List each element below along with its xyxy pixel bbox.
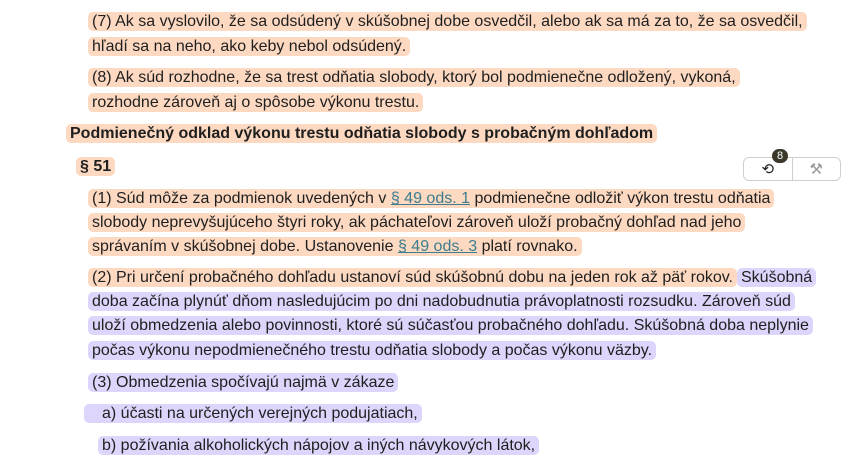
para-3: (3) Obmedzenia spočívajú najmä v zákaze	[88, 372, 398, 394]
list-item-a: a) účasti na určených verejných podujatiach,	[84, 403, 422, 425]
section-heading: Podmienečný odklad výkonu trestu odňatia slobody s probačným dohľadom	[66, 123, 657, 145]
para-1-line: slobody neprevyšujúceho štyri roky, ak páchateľovi zároveň uloží probačný dohľad nad jeho	[88, 212, 745, 234]
link-49-3[interactable]: § 49 ods. 3	[397, 238, 478, 255]
para-8-line: (8) Ak súd rozhodne, že sa trest odňatia slobody, ktorý bol podmienečne odložený, vykoná,	[88, 67, 740, 89]
list-item-b: b) požívania alkoholických nápojov a iných návykových látok,	[98, 435, 539, 457]
para-2-line: počas výkonu nepodmienečného trestu odňatia slobody a počas výkonu väzby.	[88, 340, 656, 362]
gavel-icon: ⚒	[809, 161, 823, 178]
para-2-line: (2) Pri určení probačného dohľadu ustanoví súd skúšobnú dobu na jeden rok až päť rokov. Skúšobná	[88, 267, 816, 289]
history-count-badge: 8	[772, 149, 788, 163]
para-7-line: hľadí sa na neho, ako keby nebol odsúdený.	[88, 36, 410, 58]
link-49-1[interactable]: § 49 ods. 1	[390, 190, 470, 207]
section-toolbar	[743, 157, 841, 181]
history-icon: ⟲	[761, 161, 775, 178]
para-2-line: uloží obmedzenia alebo povinnosti, ktoré sú súčasťou probačného dohľadu. Skúšobná doba neplynie	[88, 315, 813, 337]
section-number: § 51	[76, 156, 115, 178]
para-7-line: (7) Ak sa vyslovilo, že sa odsúdený v skúšobnej dobe osvedčil, alebo ak sa má za to, že sa osvedčil,	[88, 11, 807, 33]
para-8-line: rozhodne zároveň aj o spôsobe výkonu trestu.	[88, 92, 423, 114]
para-2-line: doba začína plynúť dňom nasledujúcim po dni nadobudnutia právoplatnosti rozsudku. Zároveň súd	[88, 291, 795, 313]
gavel-button[interactable]	[793, 158, 841, 180]
para-1-line: (1) Súd môže za podmienok uvedených v § 49 ods. 1 podmienečne odložiť výkon trestu odňatia	[88, 188, 774, 210]
para-1-line: správaním v skúšobnej dobe. Ustanovenie § 49 ods. 3 platí rovnako.	[88, 236, 582, 258]
